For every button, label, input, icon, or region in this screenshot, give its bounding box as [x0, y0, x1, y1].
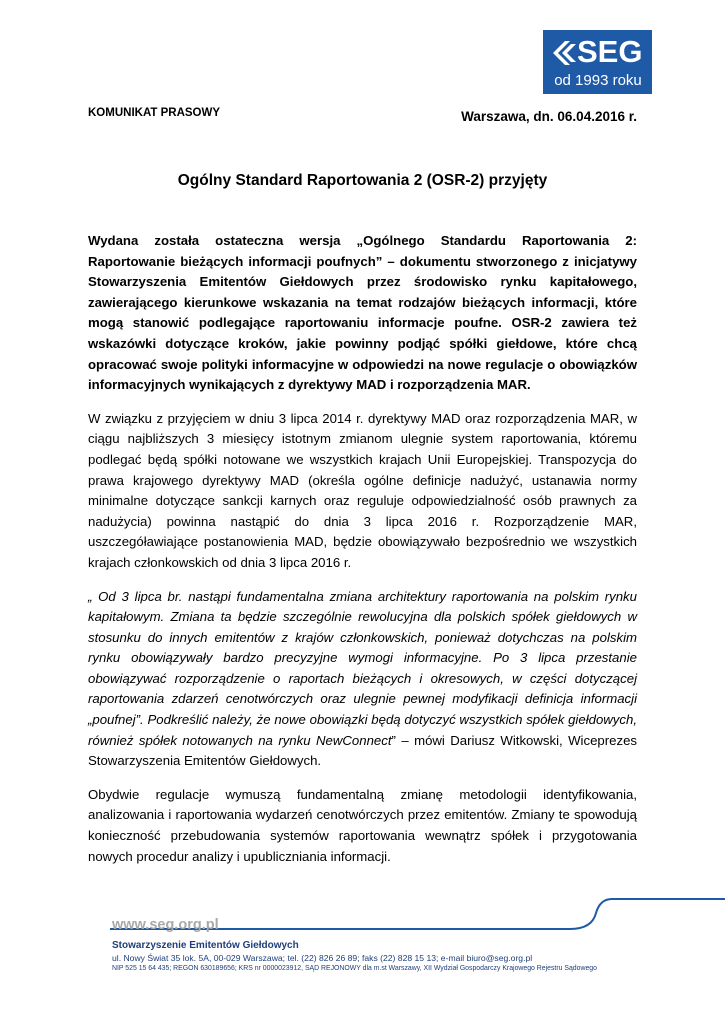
paragraph-regulation: W związku z przyjęciem w dniu 3 lipca 2014 r. dyrektywy MAD oraz rozporządzenia MAR, w ciągu najbliższych 3 miesięcy istotnym zmianom ulegnie system raportowania, któremu podlegać będą spółki notowane we wszystkich krajach Unii Europejskiej. Transpozycja do prawa krajowego dyrektywy MAD (określa ogólne definicje nadużyć, ustanawia normy minimalne dotyczące sankcji karnych oraz reguluje odpowiedzialność osób prawnych za nadużycia) powinna nastąpić do dnia 3 lipca 2016 r. Rozporządzenie MAR, uszczegóławiające postanowienia MAD, będzie obowiązywało bezpośrednio we wszystkich krajach członkowskich od dnia 3 lipca 2016 r. — [88, 410, 637, 570]
footer-divider-line — [0, 893, 725, 939]
logo-brand: SEG — [577, 34, 643, 69]
press-release-label: KOMUNIKAT PRASOWY — [88, 107, 221, 119]
seg-logo — [543, 30, 652, 94]
logo-since: od 1993 roku — [554, 72, 642, 89]
paragraph-impact: Obydwie regulacje wymuszą fundamentalną zmianę metodologii identyfikowania, analizowania i raportowania wydarzeń cenotwórczych przez emitentów. Zmiany te spowodują konieczność przebudowania systemów raportowania wewnątrz spółek i przygotowania nowych procedur analizy i upubliczniania informacji. — [88, 786, 637, 864]
seg-logo-mark-icon — [549, 37, 579, 69]
footer-website: www.seg.org.pl — [112, 917, 219, 933]
quote-attribution: ” – mówi Dariusz Witkowski, Wiceprezes Stowarzyszenia Emitentów Giełdowych. — [88, 732, 637, 769]
place-date: Warszawa, dn. 06.04.2016 r. — [461, 109, 637, 124]
quote-text: „ Od 3 lipca br. nastąpi fundamentalna zmiana architektury raportowania na polskim rynku kapitałowym. Zmiana ta będzie szczególnie rewolucyjna dla polskich spółek giełdowych w stosunku do innych emitentów z krajów członkowskich, ponieważ dotychczas na polskim rynku obowiązywały bardzo precyzyjne wymogi informacyjne. Po 3 lipca przestanie obowiązywać rozporządzenie o raportach bieżących i okresowych, w części dotyczącej raportowania zdarzeń cenotwórczych oraz ulegnie pewnej modyfikacji definicja informacji „poufnej”. Podkreślić należy, że nowe obowiązki będą dotyczyć wszystkich spółek giełdowych, również spółek notowanych na rynku NewConnect — [88, 588, 637, 748]
lead-paragraph: Wydana została ostateczna wersja „Ogólnego Standardu Raportowania 2: Raportowanie bieżących informacji poufnych” – dokumentu stworzonego z inicjatywy Stowarzyszenia Emitentów Giełdowych przez środowisko rynku kapitałowego, zawierającego kierunkowe wskazania na temat rodzajów bieżących informacji, które mogą stanowić podlegające raportowaniu informacje poufne. OSR-2 zawiera też wskazówki dotyczące kroków, jakie powinny podjąć spółki giełdowe, które chcą opracować swoje polityki informacyjne w odpowiedzi na nowe regulacje o obowiązków informacyjnych wynikających z dyrektywy MAD i rozporządzenia MAR. — [88, 233, 637, 393]
footer-organization: Stowarzyszenie Emitentów Giełdowych — [112, 940, 299, 951]
quote-paragraph — [88, 587, 637, 772]
footer-registry: NIP 525 15 64 435; REGON 630189656; KRS nr 0000023912, SĄD REJONOWY dla m.st Warszawy, XII Wydział Gospodarczy Krajowego Rejestru Sądowego — [112, 965, 597, 972]
footer-address: ul. Nowy Świat 35 lok. 5A, 00-029 Warszawa; tel. (22) 826 26 89; faks (22) 828 15 13; e-mail biuro@seg.org.pl — [112, 953, 533, 963]
document-title: Ogólny Standard Raportowania 2 (OSR-2) przyjęty — [177, 172, 548, 189]
document-body — [88, 231, 637, 880]
